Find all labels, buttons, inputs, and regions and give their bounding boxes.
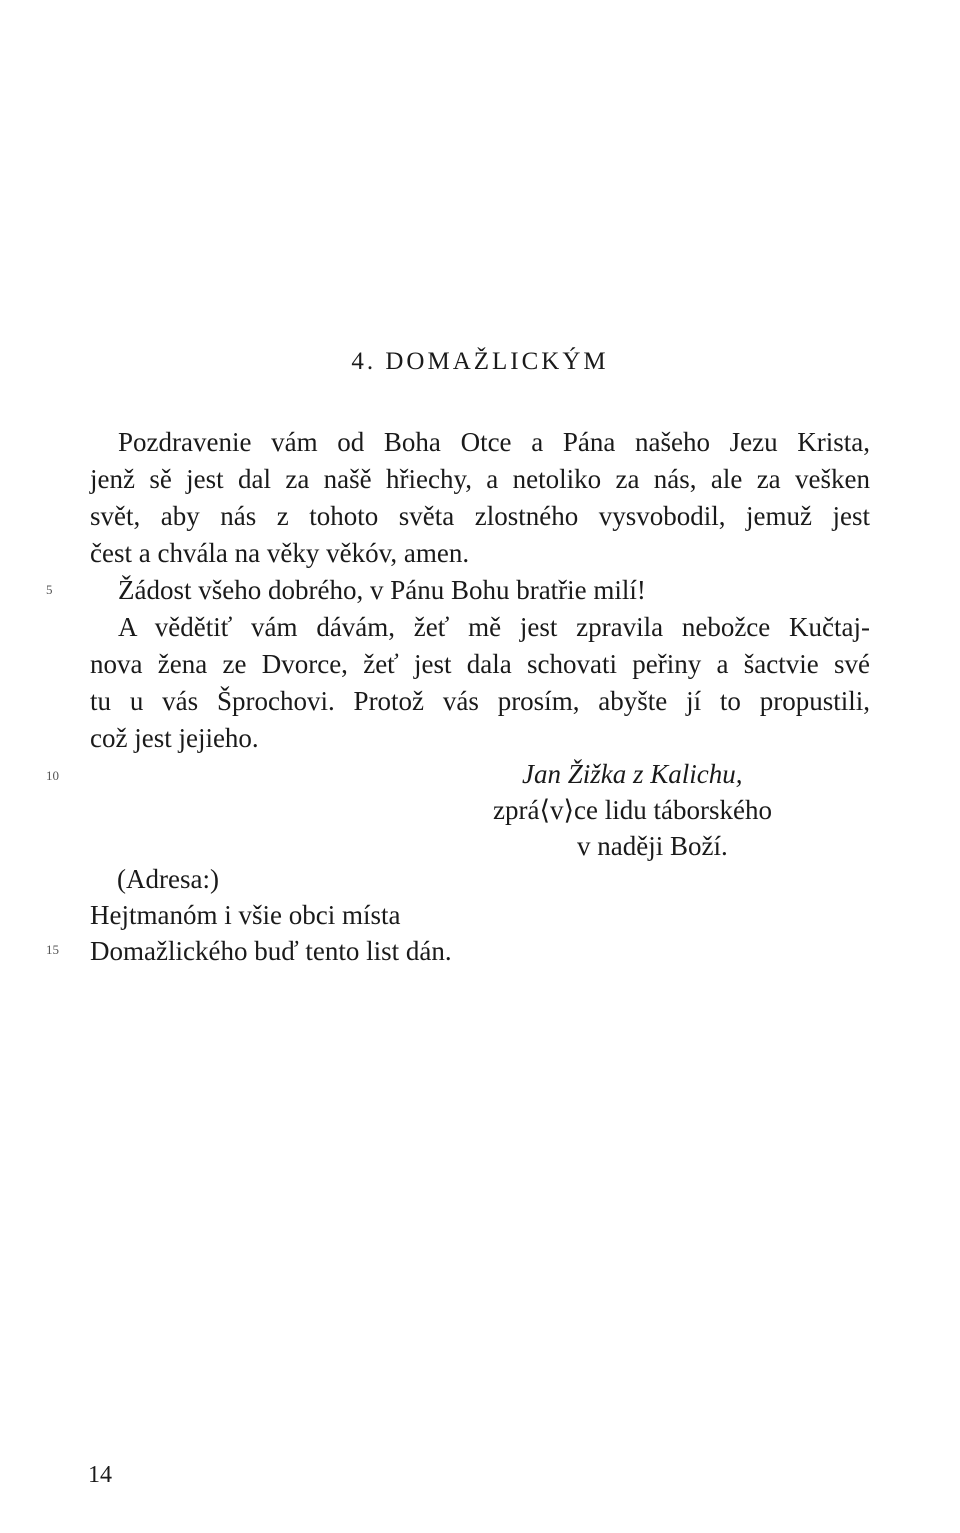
letter-heading: 4. DOMAŽLICKÝM <box>351 348 609 375</box>
body-line: čest a chvála na věky věkóv, amen. <box>90 538 470 568</box>
page-number: 14 <box>88 1462 112 1488</box>
body-line: tu u vás Šprochovi. Protož vás prosím, abyšte jí to propustili, <box>90 686 870 716</box>
address-label: (Adresa:) <box>117 864 219 894</box>
line-number-marker: 5 <box>46 582 53 597</box>
line-number-marker: 10 <box>46 768 59 783</box>
address-line: Domažlického buď tento list dán. <box>90 936 452 966</box>
body-line: A vědětiť vám dávám, žeť mě jest zpravila nebožce Kučtaj- <box>118 612 870 642</box>
signature-closing: v naději Boží. <box>577 831 728 861</box>
line-number-marker: 15 <box>46 942 59 957</box>
signature-title: zprá⟨v⟩ce lidu táborského <box>493 795 772 825</box>
body-line: svět, aby nás z tohoto světa zlostného vysvobodil, jemuž jest <box>90 501 870 531</box>
signature-name: Jan Žižka z Kalichu, <box>522 759 743 789</box>
body-line: což jest jejieho. <box>90 723 259 753</box>
body-line: jenž sě jest dal za našě hřiechy, a netoliko za nás, ale za vešken <box>90 464 870 494</box>
body-line: nova žena ze Dvorce, žeť jest dala schovati peřiny a šactvie své <box>90 649 870 679</box>
body-line: Žádost všeho dobrého, v Pánu Bohu bratřie milí! <box>118 575 646 605</box>
address-line: Hejtmanóm i všie obci místa <box>90 900 401 930</box>
body-line: Pozdravenie vám od Boha Otce a Pána našeho Jezu Krista, <box>118 427 870 457</box>
